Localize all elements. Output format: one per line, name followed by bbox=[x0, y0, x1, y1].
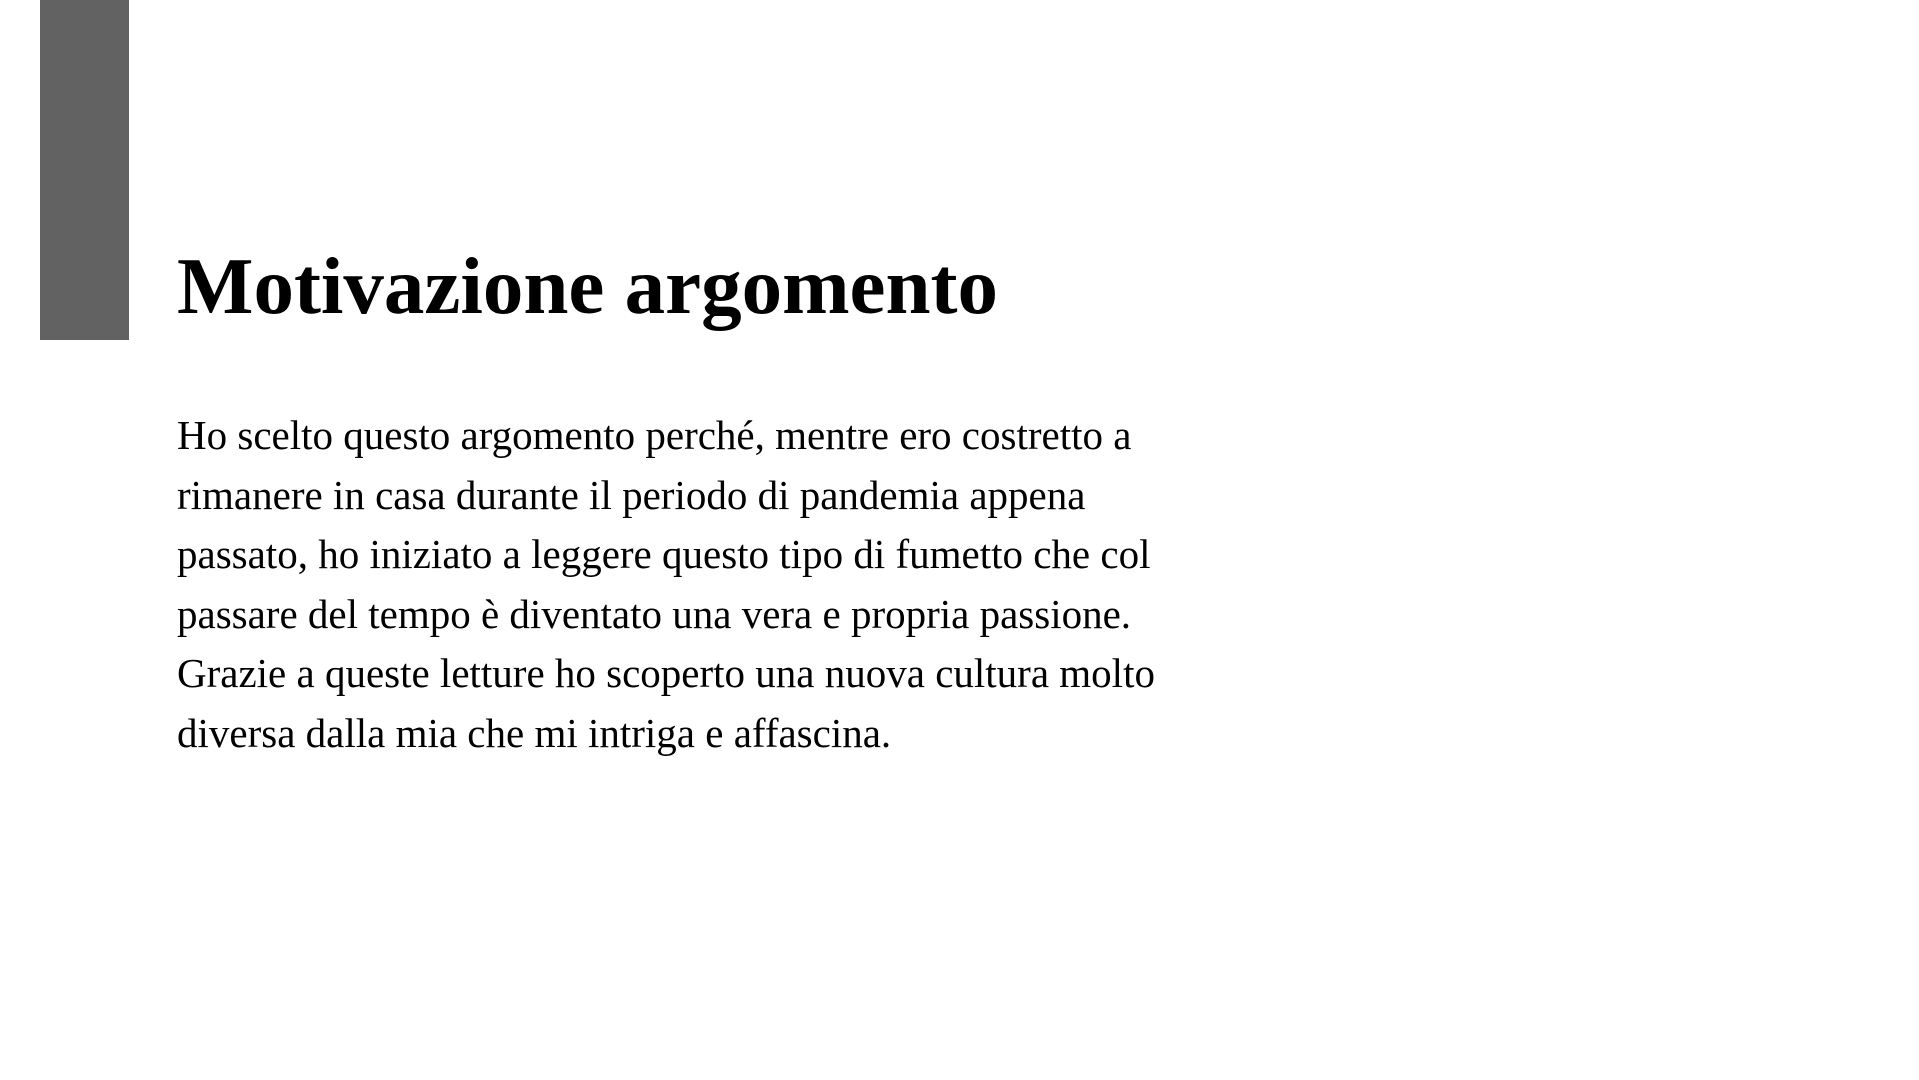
body-line: rimanere in casa durante il periodo di pandemia appena bbox=[177, 471, 1086, 518]
slide-body-paragraph bbox=[177, 406, 1155, 763]
body-line: Grazie a queste letture ho scoperto una nuova cultura molto bbox=[177, 650, 1155, 696]
body-line: passare del tempo è diventato una vera e propria passione. bbox=[177, 590, 1132, 637]
slide-title: Motivazione argomento bbox=[177, 241, 999, 331]
body-line: Ho scelto questo argomento perché, mentre ero costretto a bbox=[177, 412, 1132, 458]
accent-bar bbox=[40, 0, 129, 340]
body-line: diversa dalla mia che mi intriga e affascina. bbox=[177, 709, 892, 756]
body-line: passato, ho iniziato a leggere questo tipo di fumetto che col bbox=[177, 531, 1151, 577]
